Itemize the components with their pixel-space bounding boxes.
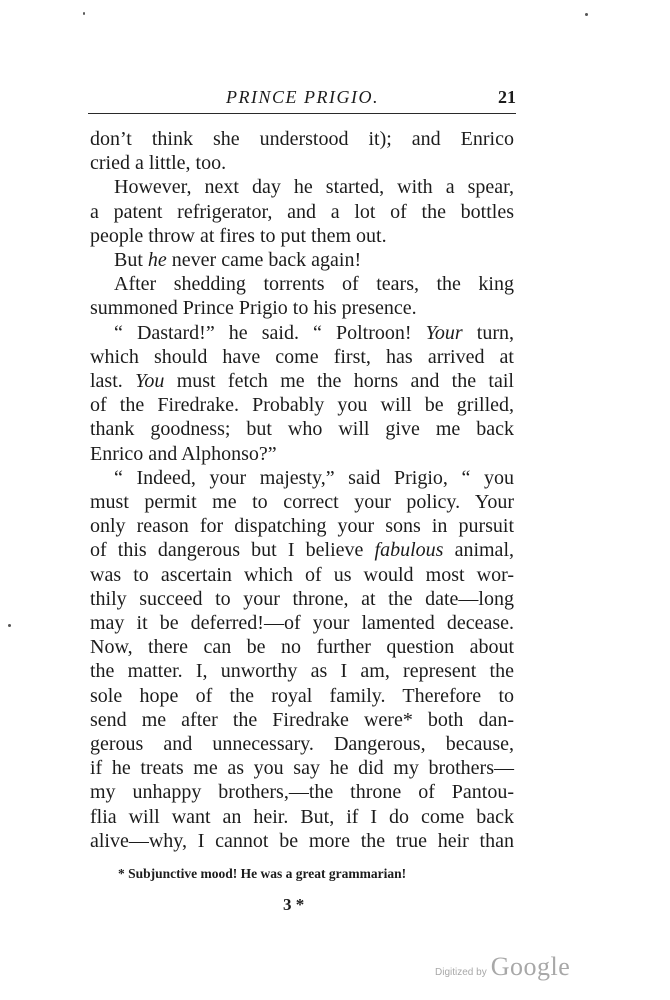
text-line: must permit me to correct your policy. Your	[90, 491, 514, 514]
text-line: my unhappy brothers,—the throne of Pantou-	[90, 781, 514, 804]
text-line: However, next day he started, with a spear,	[114, 176, 514, 199]
text-line: don’t think she understood it); and Enrico	[90, 128, 514, 150]
text-line: sole hope of the royal family. Therefore to	[90, 684, 514, 707]
running-title: PRINCE PRIGIO.	[226, 87, 379, 107]
text-line: the matter. I, unworthy as I am, represent the	[90, 660, 514, 683]
text-line: alive—why, I cannot be more the true heir than	[90, 829, 514, 852]
scan-speck	[83, 12, 85, 15]
text-line: of the Firedrake. Probably you will be grilled,	[90, 394, 514, 417]
google-logo: Google	[490, 952, 571, 981]
signature-mark: 3 *	[283, 895, 305, 914]
scan-speck	[585, 13, 588, 16]
text-line: which should have come first, has arrived at	[90, 345, 514, 368]
text-line: only reason for dispatching your sons in pursuit	[90, 515, 514, 538]
text-line: gerous and unnecessary. Dangerous, because,	[90, 733, 514, 756]
scan-speck	[8, 624, 11, 627]
text-line: After shedding torrents of tears, the king	[114, 273, 514, 296]
text-line: Now, there can be no further question about	[90, 636, 514, 659]
text-line: flia will want an heir. But, if I do come back	[90, 805, 514, 828]
text-line: cried a little, too.	[90, 152, 227, 175]
text-line: people throw at fires to put them out.	[90, 224, 387, 247]
header-rule	[88, 113, 516, 114]
watermark-prefix: Digitized by	[435, 967, 487, 978]
page-number: 21	[498, 87, 516, 107]
digitized-watermark	[435, 952, 570, 982]
text-line: thily succeed to your throne, at the date—long	[90, 587, 514, 610]
text-line: was to ascertain which of us would most wor-	[90, 563, 514, 586]
text-line: if he treats me as you say he did my brothers—	[90, 757, 514, 780]
text-line: of this dangerous but I believe fabulous animal,	[90, 539, 514, 562]
text-line: last. You must fetch me the horns and the tail	[90, 370, 514, 393]
text-line: But he never came back again!	[114, 249, 362, 272]
text-line: “ Dastard!” he said. “ Poltroon! Your turn,	[114, 321, 515, 344]
text-line: may it be deferred!—of your lamented decease.	[90, 612, 514, 635]
text-line: summoned Prince Prigio to his presence.	[90, 297, 417, 320]
running-header	[88, 87, 516, 111]
text-line: send me after the Firedrake were* both dan-	[90, 708, 514, 731]
text-line: thank goodness; but who will give me back	[90, 418, 514, 441]
body-text	[90, 127, 514, 853]
footnote: * Subjunctive mood! He was a great grammarian!	[118, 866, 407, 881]
text-line: a patent refrigerator, and a lot of the bottles	[90, 200, 514, 223]
text-line: Enrico and Alphonso?”	[90, 442, 277, 465]
text-line: “ Indeed, your majesty,” said Prigio, “ you	[114, 466, 514, 489]
